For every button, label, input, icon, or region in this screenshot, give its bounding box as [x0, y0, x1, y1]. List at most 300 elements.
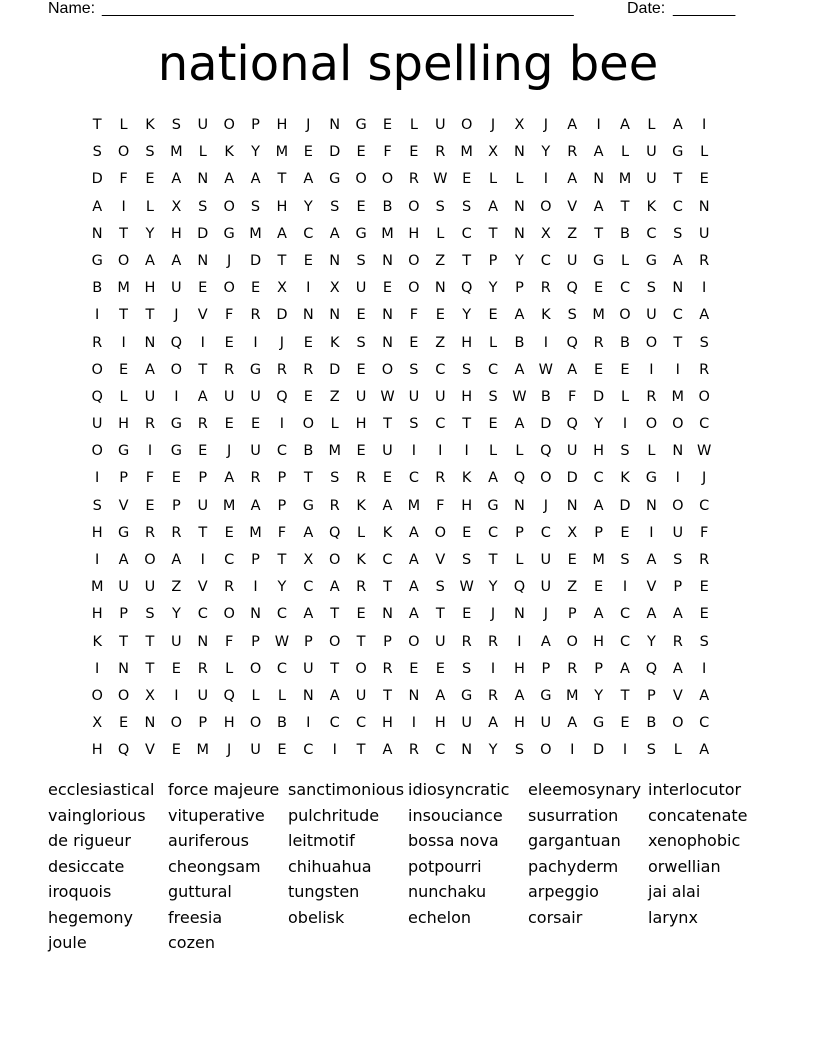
grid-letter[interactable]: H — [461, 388, 473, 405]
grid-letter[interactable]: O — [645, 416, 658, 433]
grid-letter[interactable]: T — [145, 660, 155, 677]
grid-letter[interactable]: J — [490, 117, 496, 133]
grid-letter[interactable]: E — [462, 606, 472, 623]
grid-letter[interactable]: Y — [488, 579, 498, 596]
grid-letter[interactable]: U — [171, 633, 182, 650]
grid-letter[interactable]: Y — [171, 606, 181, 623]
grid-letter[interactable]: M — [592, 552, 605, 568]
grid-letter[interactable]: C — [435, 416, 446, 433]
grid-letter[interactable]: A — [567, 361, 578, 378]
grid-letter[interactable]: A — [408, 579, 419, 596]
grid-letter[interactable]: L — [515, 171, 524, 188]
grid-letter[interactable]: I — [675, 361, 680, 378]
grid-letter[interactable]: I — [174, 687, 179, 704]
grid-letter[interactable]: R — [567, 144, 578, 161]
grid-letter[interactable]: P — [198, 470, 208, 487]
grid-letter[interactable]: O — [223, 606, 235, 623]
grid-letter[interactable]: I — [306, 715, 311, 732]
grid-letter[interactable]: U — [540, 715, 552, 732]
grid-letter[interactable]: I — [517, 633, 522, 650]
grid-letter[interactable]: Q — [513, 579, 526, 596]
grid-letter[interactable]: P — [594, 524, 603, 541]
grid-letter[interactable]: R — [540, 280, 551, 297]
grid-letter[interactable]: E — [224, 334, 234, 351]
grid-letter[interactable]: T — [462, 252, 472, 269]
grid-letter[interactable]: R — [197, 416, 208, 433]
grid-letter[interactable]: Q — [566, 280, 578, 297]
grid-letter[interactable]: U — [223, 388, 235, 405]
grid-letter[interactable]: U — [382, 443, 393, 460]
grid-letter[interactable]: U — [698, 225, 710, 242]
grid-letter[interactable]: U — [540, 552, 552, 568]
grid-letter[interactable]: N — [672, 280, 684, 297]
grid-letter[interactable]: C — [672, 307, 683, 324]
grid-letter[interactable]: U — [434, 117, 446, 133]
grid-letter[interactable]: E — [356, 443, 366, 460]
grid-letter[interactable]: H — [513, 715, 525, 732]
grid-letter[interactable]: M — [671, 388, 685, 405]
grid-letter[interactable]: N — [698, 198, 710, 215]
grid-letter[interactable]: V — [646, 579, 657, 596]
grid-letter[interactable]: D — [593, 742, 605, 759]
grid-letter[interactable]: E — [567, 552, 577, 568]
grid-letter[interactable]: U — [197, 497, 209, 514]
grid-letter[interactable]: S — [462, 660, 472, 677]
grid-letter[interactable]: S — [198, 198, 208, 215]
grid-letter[interactable]: P — [303, 633, 313, 650]
grid-letter[interactable]: A — [672, 117, 683, 133]
grid-letter[interactable]: U — [91, 416, 103, 433]
grid-letter[interactable]: M — [460, 144, 473, 161]
grid-letter[interactable]: C — [303, 742, 314, 759]
grid-letter[interactable]: R — [435, 144, 446, 161]
grid-letter[interactable]: K — [224, 144, 234, 161]
grid-letter[interactable]: F — [409, 307, 419, 324]
grid-letter[interactable]: V — [145, 742, 155, 759]
grid-letter[interactable]: A — [92, 198, 103, 215]
grid-letter[interactable]: J — [279, 334, 285, 351]
grid-letter[interactable]: I — [438, 443, 443, 460]
grid-letter[interactable]: B — [382, 198, 393, 215]
grid-letter[interactable]: J — [543, 117, 548, 133]
grid-letter[interactable]: A — [118, 552, 129, 568]
grid-letter[interactable]: W — [538, 361, 553, 378]
grid-letter[interactable]: B — [646, 715, 657, 732]
grid-letter[interactable]: L — [515, 552, 524, 568]
grid-letter[interactable]: H — [434, 715, 446, 732]
grid-letter[interactable]: L — [700, 144, 709, 161]
grid-letter[interactable]: R — [356, 470, 367, 487]
grid-letter[interactable]: E — [303, 388, 313, 405]
grid-letter[interactable]: N — [593, 171, 605, 188]
grid-letter[interactable]: R — [276, 361, 287, 378]
grid-letter[interactable]: K — [92, 633, 102, 650]
grid-letter[interactable]: N — [91, 225, 103, 242]
grid-letter[interactable]: Q — [460, 280, 473, 297]
grid-letter[interactable]: S — [488, 388, 498, 405]
grid-letter[interactable]: E — [620, 524, 630, 541]
grid-letter[interactable]: R — [197, 660, 208, 677]
grid-letter[interactable]: H — [91, 606, 103, 623]
grid-letter[interactable]: H — [118, 416, 130, 433]
grid-letter[interactable]: O — [672, 416, 684, 433]
grid-letter[interactable]: C — [619, 606, 631, 623]
grid-letter[interactable]: T — [594, 225, 604, 242]
grid-letter[interactable]: N — [382, 252, 393, 269]
grid-letter[interactable]: C — [461, 225, 472, 242]
grid-letter[interactable]: G — [302, 497, 314, 514]
grid-letter[interactable]: I — [411, 443, 417, 460]
grid-letter[interactable]: E — [699, 579, 709, 596]
grid-letter[interactable]: D — [249, 252, 262, 269]
grid-letter[interactable]: G — [592, 715, 605, 732]
grid-letter[interactable]: E — [435, 307, 445, 324]
grid-letter[interactable]: O — [381, 361, 394, 378]
grid-letter[interactable]: U — [672, 524, 684, 541]
grid-letter[interactable]: T — [620, 198, 630, 215]
grid-letter[interactable]: R — [699, 552, 710, 568]
grid-letter[interactable]: P — [251, 552, 260, 568]
grid-letter[interactable]: E — [145, 497, 155, 514]
grid-letter[interactable]: Y — [515, 252, 524, 269]
grid-letter[interactable]: R — [567, 660, 578, 677]
grid-letter[interactable]: Y — [594, 687, 604, 704]
grid-letter[interactable]: C — [487, 524, 499, 541]
grid-letter[interactable]: R — [699, 252, 710, 269]
grid-letter[interactable]: U — [250, 388, 261, 405]
grid-letter[interactable]: E — [198, 280, 208, 297]
grid-letter[interactable]: F — [145, 470, 155, 487]
grid-letter[interactable]: E — [303, 144, 313, 161]
grid-letter[interactable]: O — [540, 470, 552, 487]
grid-letter[interactable]: O — [408, 198, 420, 215]
grid-letter[interactable]: S — [567, 307, 577, 324]
grid-letter[interactable]: Q — [645, 660, 658, 677]
grid-letter[interactable]: N — [408, 687, 420, 704]
grid-letter[interactable]: S — [330, 198, 340, 215]
grid-letter[interactable]: E — [620, 715, 630, 732]
grid-letter[interactable]: C — [699, 715, 710, 732]
grid-letter[interactable]: I — [279, 416, 285, 433]
grid-letter[interactable]: J — [306, 117, 311, 133]
grid-letter[interactable]: E — [435, 660, 445, 677]
grid-letter[interactable]: N — [514, 225, 525, 242]
grid-letter[interactable]: O — [249, 715, 262, 732]
grid-letter[interactable]: H — [593, 633, 605, 650]
grid-letter[interactable]: X — [171, 198, 182, 215]
grid-letter[interactable]: H — [593, 443, 605, 460]
grid-letter[interactable]: P — [383, 633, 392, 650]
grid-letter[interactable]: S — [145, 606, 155, 623]
grid-letter[interactable]: D — [566, 470, 578, 487]
grid-letter[interactable]: H — [276, 117, 288, 133]
grid-letter[interactable]: Z — [435, 334, 446, 351]
grid-letter[interactable]: A — [593, 606, 604, 623]
grid-letter[interactable]: M — [117, 280, 130, 297]
grid-letter[interactable]: A — [488, 715, 499, 732]
grid-letter[interactable]: O — [91, 361, 103, 378]
grid-letter[interactable]: G — [540, 687, 552, 704]
grid-letter[interactable]: R — [672, 633, 683, 650]
grid-letter[interactable]: A — [540, 633, 551, 650]
grid-letter[interactable]: B — [514, 334, 525, 351]
grid-letter[interactable]: I — [200, 552, 205, 568]
grid-letter[interactable]: A — [514, 361, 525, 378]
grid-letter[interactable]: C — [487, 361, 499, 378]
grid-letter[interactable]: D — [329, 144, 341, 161]
grid-letter[interactable]: N — [514, 497, 525, 514]
grid-letter[interactable]: P — [673, 579, 683, 596]
grid-letter[interactable]: O — [329, 552, 341, 568]
grid-letter[interactable]: G — [355, 117, 367, 133]
grid-letter[interactable]: N — [566, 497, 578, 514]
grid-letter[interactable]: L — [330, 416, 339, 433]
grid-letter[interactable]: W — [697, 443, 712, 460]
grid-letter[interactable]: E — [356, 307, 366, 324]
grid-letter[interactable]: T — [277, 552, 287, 568]
grid-letter[interactable]: F — [277, 524, 287, 541]
grid-letter[interactable]: Y — [488, 742, 498, 759]
grid-letter[interactable]: L — [277, 687, 286, 704]
grid-letter[interactable]: A — [408, 606, 419, 623]
grid-letter[interactable]: M — [407, 497, 421, 514]
grid-letter[interactable]: H — [223, 715, 235, 732]
grid-letter[interactable]: Z — [329, 388, 340, 405]
grid-letter[interactable]: A — [699, 742, 710, 759]
grid-letter[interactable]: M — [275, 144, 289, 161]
grid-letter[interactable]: D — [197, 225, 209, 242]
grid-letter[interactable]: H — [144, 280, 156, 297]
grid-letter[interactable]: K — [541, 307, 551, 324]
grid-letter[interactable]: T — [383, 579, 392, 596]
grid-letter[interactable]: O — [117, 687, 130, 704]
grid-letter[interactable]: A — [646, 552, 657, 568]
grid-letter[interactable]: Q — [513, 470, 526, 487]
grid-letter[interactable]: S — [673, 225, 683, 242]
grid-letter[interactable]: H — [461, 334, 473, 351]
grid-letter[interactable]: R — [408, 171, 419, 188]
grid-letter[interactable]: J — [227, 742, 232, 759]
grid-letter[interactable]: C — [276, 606, 287, 623]
grid-letter[interactable]: T — [145, 307, 155, 324]
grid-letter[interactable]: O — [408, 280, 420, 297]
grid-letter[interactable]: P — [488, 252, 498, 269]
grid-letter[interactable]: C — [356, 715, 367, 732]
grid-letter[interactable]: T — [330, 606, 340, 623]
grid-letter[interactable]: A — [329, 687, 340, 704]
grid-letter[interactable]: E — [382, 117, 393, 133]
grid-letter[interactable]: I — [702, 280, 707, 297]
grid-letter[interactable]: L — [647, 443, 656, 460]
grid-letter[interactable]: N — [250, 606, 261, 623]
grid-letter[interactable]: L — [620, 252, 630, 269]
grid-letter[interactable]: U — [434, 633, 446, 650]
grid-letter[interactable]: D — [329, 361, 341, 378]
grid-letter[interactable]: R — [250, 307, 261, 324]
grid-letter[interactable]: C — [329, 715, 340, 732]
grid-letter[interactable]: A — [329, 579, 340, 596]
grid-letter[interactable]: O — [355, 660, 367, 677]
grid-letter[interactable]: A — [303, 524, 314, 541]
grid-letter[interactable]: N — [329, 307, 341, 324]
grid-letter[interactable]: E — [699, 171, 709, 188]
grid-letter[interactable]: E — [145, 171, 155, 188]
grid-letter[interactable]: F — [700, 524, 709, 541]
grid-letter[interactable]: A — [567, 171, 578, 188]
grid-letter[interactable]: B — [92, 280, 103, 297]
grid-letter[interactable]: C — [276, 443, 287, 460]
grid-letter[interactable]: K — [329, 334, 340, 351]
grid-letter[interactable]: X — [540, 225, 551, 242]
grid-letter[interactable]: N — [514, 198, 525, 215]
grid-letter[interactable]: U — [355, 280, 367, 297]
grid-letter[interactable]: A — [488, 198, 499, 215]
grid-letter[interactable]: E — [119, 361, 129, 378]
grid-letter[interactable]: P — [567, 606, 577, 623]
grid-letter[interactable]: R — [224, 579, 235, 596]
grid-letter[interactable]: A — [514, 416, 525, 433]
grid-letter[interactable]: H — [170, 225, 182, 242]
grid-letter[interactable]: Z — [171, 579, 182, 596]
grid-letter[interactable]: O — [540, 742, 552, 759]
grid-letter[interactable]: A — [514, 307, 525, 324]
grid-letter[interactable]: T — [488, 552, 498, 568]
grid-letter[interactable]: I — [200, 334, 205, 351]
grid-letter[interactable]: A — [672, 660, 683, 677]
grid-letter[interactable]: T — [198, 524, 208, 541]
grid-letter[interactable]: A — [224, 171, 235, 188]
grid-letter[interactable]: O — [223, 280, 235, 297]
grid-letter[interactable]: A — [593, 497, 604, 514]
grid-letter[interactable]: L — [436, 225, 445, 242]
grid-letter[interactable]: U — [250, 742, 261, 759]
grid-letter[interactable]: R — [224, 361, 235, 378]
grid-letter[interactable]: J — [490, 606, 496, 623]
grid-letter[interactable]: E — [171, 470, 181, 487]
grid-letter[interactable]: U — [250, 443, 261, 460]
grid-letter[interactable]: E — [488, 307, 498, 324]
grid-letter[interactable]: T — [145, 633, 155, 650]
grid-letter[interactable]: R — [92, 334, 103, 351]
grid-letter[interactable]: E — [594, 579, 604, 596]
grid-letter[interactable]: E — [382, 470, 393, 487]
grid-letter[interactable]: E — [356, 361, 366, 378]
grid-letter[interactable]: P — [515, 280, 524, 297]
grid-letter[interactable]: G — [329, 171, 341, 188]
grid-letter[interactable]: A — [593, 198, 604, 215]
grid-letter[interactable]: G — [645, 252, 658, 269]
grid-letter[interactable]: U — [355, 687, 367, 704]
grid-letter[interactable]: C — [672, 198, 683, 215]
grid-letter[interactable]: Q — [566, 334, 578, 351]
grid-letter[interactable]: P — [198, 715, 208, 732]
grid-letter[interactable]: L — [647, 117, 656, 133]
grid-letter[interactable]: U — [408, 388, 420, 405]
grid-letter[interactable]: M — [196, 742, 210, 759]
grid-letter[interactable]: J — [227, 252, 232, 269]
grid-letter[interactable]: C — [197, 606, 208, 623]
grid-letter[interactable]: A — [435, 687, 446, 704]
grid-letter[interactable]: N — [461, 742, 473, 759]
grid-letter[interactable]: R — [382, 660, 393, 677]
grid-letter[interactable]: A — [567, 715, 578, 732]
grid-letter[interactable]: L — [620, 144, 630, 161]
grid-letter[interactable]: H — [91, 742, 103, 759]
grid-letter[interactable]: T — [488, 225, 498, 242]
grid-letter[interactable]: I — [95, 660, 100, 677]
grid-letter[interactable]: M — [249, 225, 262, 242]
grid-letter[interactable]: D — [91, 171, 103, 188]
grid-letter[interactable]: T — [383, 687, 392, 704]
grid-letter[interactable]: S — [435, 579, 445, 596]
grid-letter[interactable]: W — [380, 388, 395, 405]
grid-letter[interactable]: T — [303, 470, 313, 487]
grid-letter[interactable]: L — [673, 742, 682, 759]
grid-letter[interactable]: A — [488, 470, 499, 487]
grid-letter[interactable]: T — [119, 307, 129, 324]
grid-letter[interactable]: H — [276, 198, 288, 215]
grid-letter[interactable]: T — [92, 117, 102, 133]
grid-letter[interactable]: C — [593, 470, 604, 487]
grid-letter[interactable]: C — [408, 470, 419, 487]
grid-letter[interactable]: L — [119, 117, 128, 133]
grid-letter[interactable]: R — [171, 524, 182, 541]
grid-letter[interactable]: I — [702, 660, 707, 677]
grid-letter[interactable]: S — [462, 552, 472, 568]
grid-letter[interactable]: I — [95, 470, 100, 487]
grid-letter[interactable]: T — [277, 171, 287, 188]
grid-letter[interactable]: K — [382, 524, 393, 541]
grid-letter[interactable]: A — [567, 117, 578, 133]
grid-letter[interactable]: G — [672, 144, 684, 161]
grid-letter[interactable]: A — [171, 552, 182, 568]
grid-letter[interactable]: I — [543, 171, 548, 188]
grid-letter[interactable]: A — [250, 171, 261, 188]
grid-letter[interactable]: H — [461, 497, 473, 514]
grid-letter[interactable]: Y — [462, 307, 472, 324]
grid-letter[interactable]: H — [355, 416, 367, 433]
grid-letter[interactable]: O — [91, 687, 103, 704]
name-blank-line[interactable]: _____________________________________________________ — [102, 0, 574, 17]
grid-letter[interactable]: H — [382, 715, 393, 732]
grid-letter[interactable]: V — [118, 497, 129, 514]
grid-letter[interactable]: I — [121, 334, 126, 351]
grid-letter[interactable]: P — [251, 633, 260, 650]
grid-letter[interactable]: N — [144, 334, 156, 351]
grid-letter[interactable]: J — [702, 470, 707, 487]
grid-letter[interactable]: W — [433, 171, 448, 188]
grid-letter[interactable]: X — [329, 280, 340, 297]
grid-letter[interactable]: I — [332, 742, 337, 759]
grid-letter[interactable]: A — [303, 606, 314, 623]
grid-letter[interactable]: N — [645, 497, 657, 514]
grid-letter[interactable]: K — [620, 470, 630, 487]
grid-letter[interactable]: N — [302, 687, 314, 704]
grid-letter[interactable]: B — [620, 334, 630, 351]
grid-letter[interactable]: S — [250, 198, 261, 215]
grid-letter[interactable]: O — [672, 497, 684, 514]
grid-letter[interactable]: E — [462, 524, 472, 541]
grid-letter[interactable]: T — [198, 361, 208, 378]
grid-letter[interactable]: L — [119, 388, 128, 405]
grid-letter[interactable]: M — [222, 497, 236, 514]
grid-letter[interactable]: H — [513, 660, 525, 677]
grid-letter[interactable]: O — [144, 552, 156, 568]
grid-letter[interactable]: T — [383, 416, 392, 433]
grid-letter[interactable]: I — [622, 742, 628, 759]
grid-letter[interactable]: S — [409, 361, 419, 378]
grid-letter[interactable]: L — [251, 687, 260, 704]
